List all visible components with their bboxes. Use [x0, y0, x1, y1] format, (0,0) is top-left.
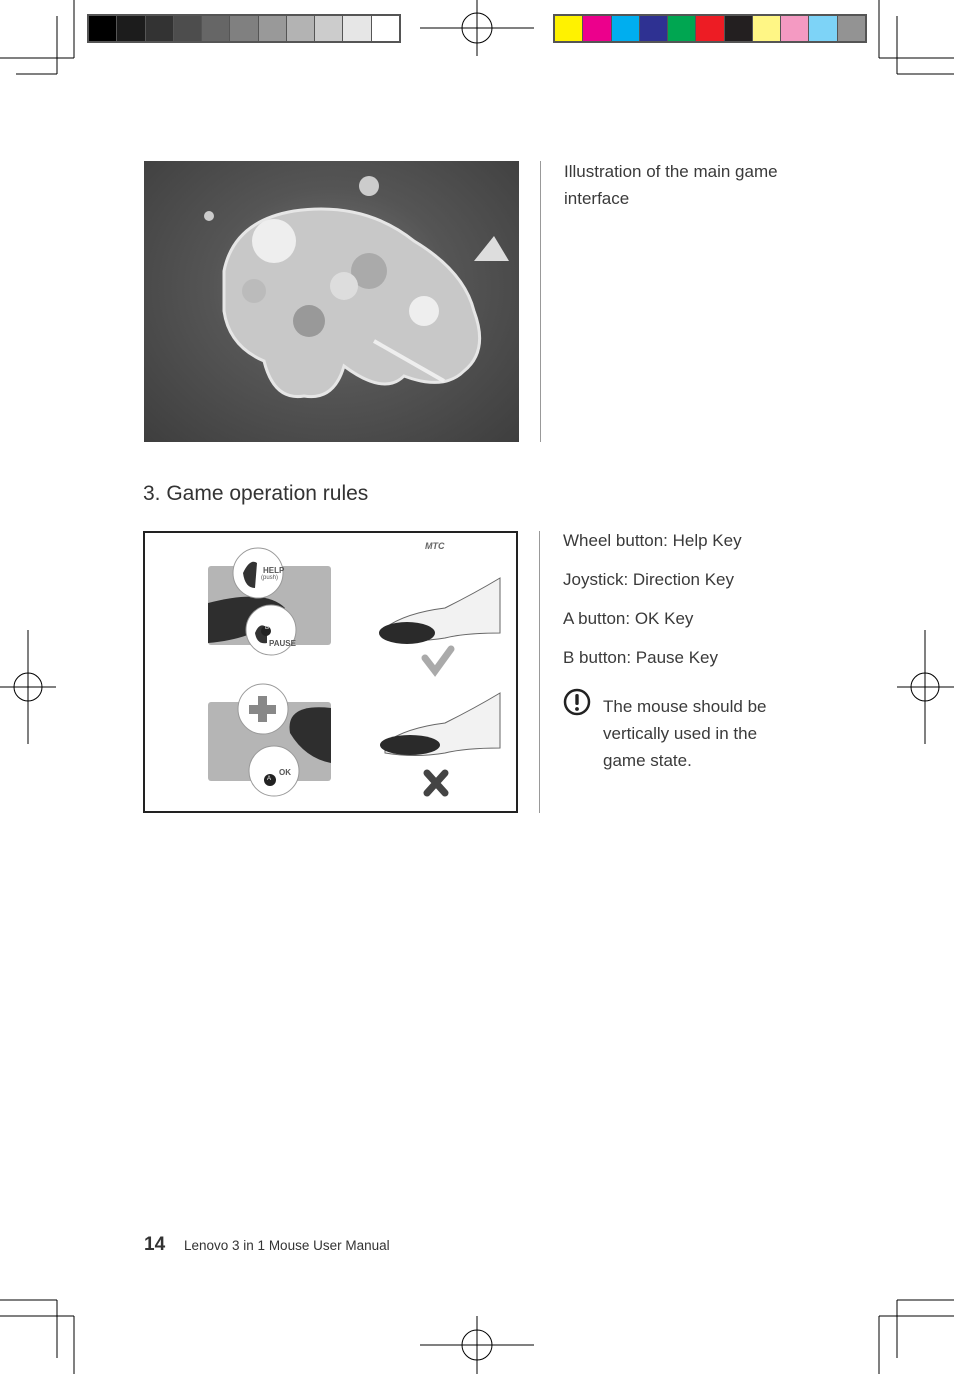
color-swatch	[555, 16, 583, 41]
mtc-logo: MTC	[425, 541, 445, 551]
cross-icon	[427, 773, 445, 793]
game-interface-image	[144, 161, 519, 442]
check-icon	[425, 649, 451, 671]
b-label: B	[264, 625, 269, 631]
color-swatch	[753, 16, 781, 41]
ok-label: OK	[279, 768, 291, 777]
page-number: 14	[144, 1234, 166, 1255]
key-ok: A button: OK Key	[563, 609, 694, 628]
color-swatch	[315, 16, 343, 41]
color-swatch	[230, 16, 258, 41]
pause-label: PAUSE	[269, 639, 296, 648]
footer-title: Lenovo 3 in 1 Mouse User Manual	[184, 1238, 390, 1253]
color-swatch	[640, 16, 668, 41]
a-label: A	[267, 776, 272, 782]
help-label: HELP	[263, 566, 285, 575]
color-swatch	[668, 16, 696, 41]
color-swatch	[372, 16, 399, 41]
color-swatch	[809, 16, 837, 41]
color-swatch	[287, 16, 315, 41]
color-swatch	[174, 16, 202, 41]
color-swatch	[583, 16, 611, 41]
attention-note: The mouse should be vertically used in the game state.	[603, 697, 767, 770]
color-calibration-bar	[553, 14, 867, 43]
key-direction: Joystick: Direction Key	[563, 570, 734, 589]
key-pause: B button: Pause Key	[563, 648, 718, 667]
color-swatch	[202, 16, 230, 41]
color-swatch	[781, 16, 809, 41]
color-swatch	[89, 16, 117, 41]
attention-icon	[563, 688, 591, 716]
color-swatch	[725, 16, 753, 41]
color-swatch	[146, 16, 174, 41]
color-swatch	[612, 16, 640, 41]
color-swatch	[117, 16, 145, 41]
section-heading: 3. Game operation rules	[143, 482, 369, 505]
push-label: (push)	[261, 575, 279, 581]
figure-caption: Illustration of the main game interface	[564, 162, 778, 208]
color-swatch	[343, 16, 371, 41]
color-swatch	[838, 16, 865, 41]
key-help: Wheel button: Help Key	[563, 531, 742, 550]
controls-diagram	[143, 531, 518, 813]
color-swatch	[259, 16, 287, 41]
keys-divider	[539, 531, 540, 813]
caption-divider	[540, 161, 541, 442]
gray-calibration-bar	[87, 14, 401, 43]
color-swatch	[696, 16, 724, 41]
